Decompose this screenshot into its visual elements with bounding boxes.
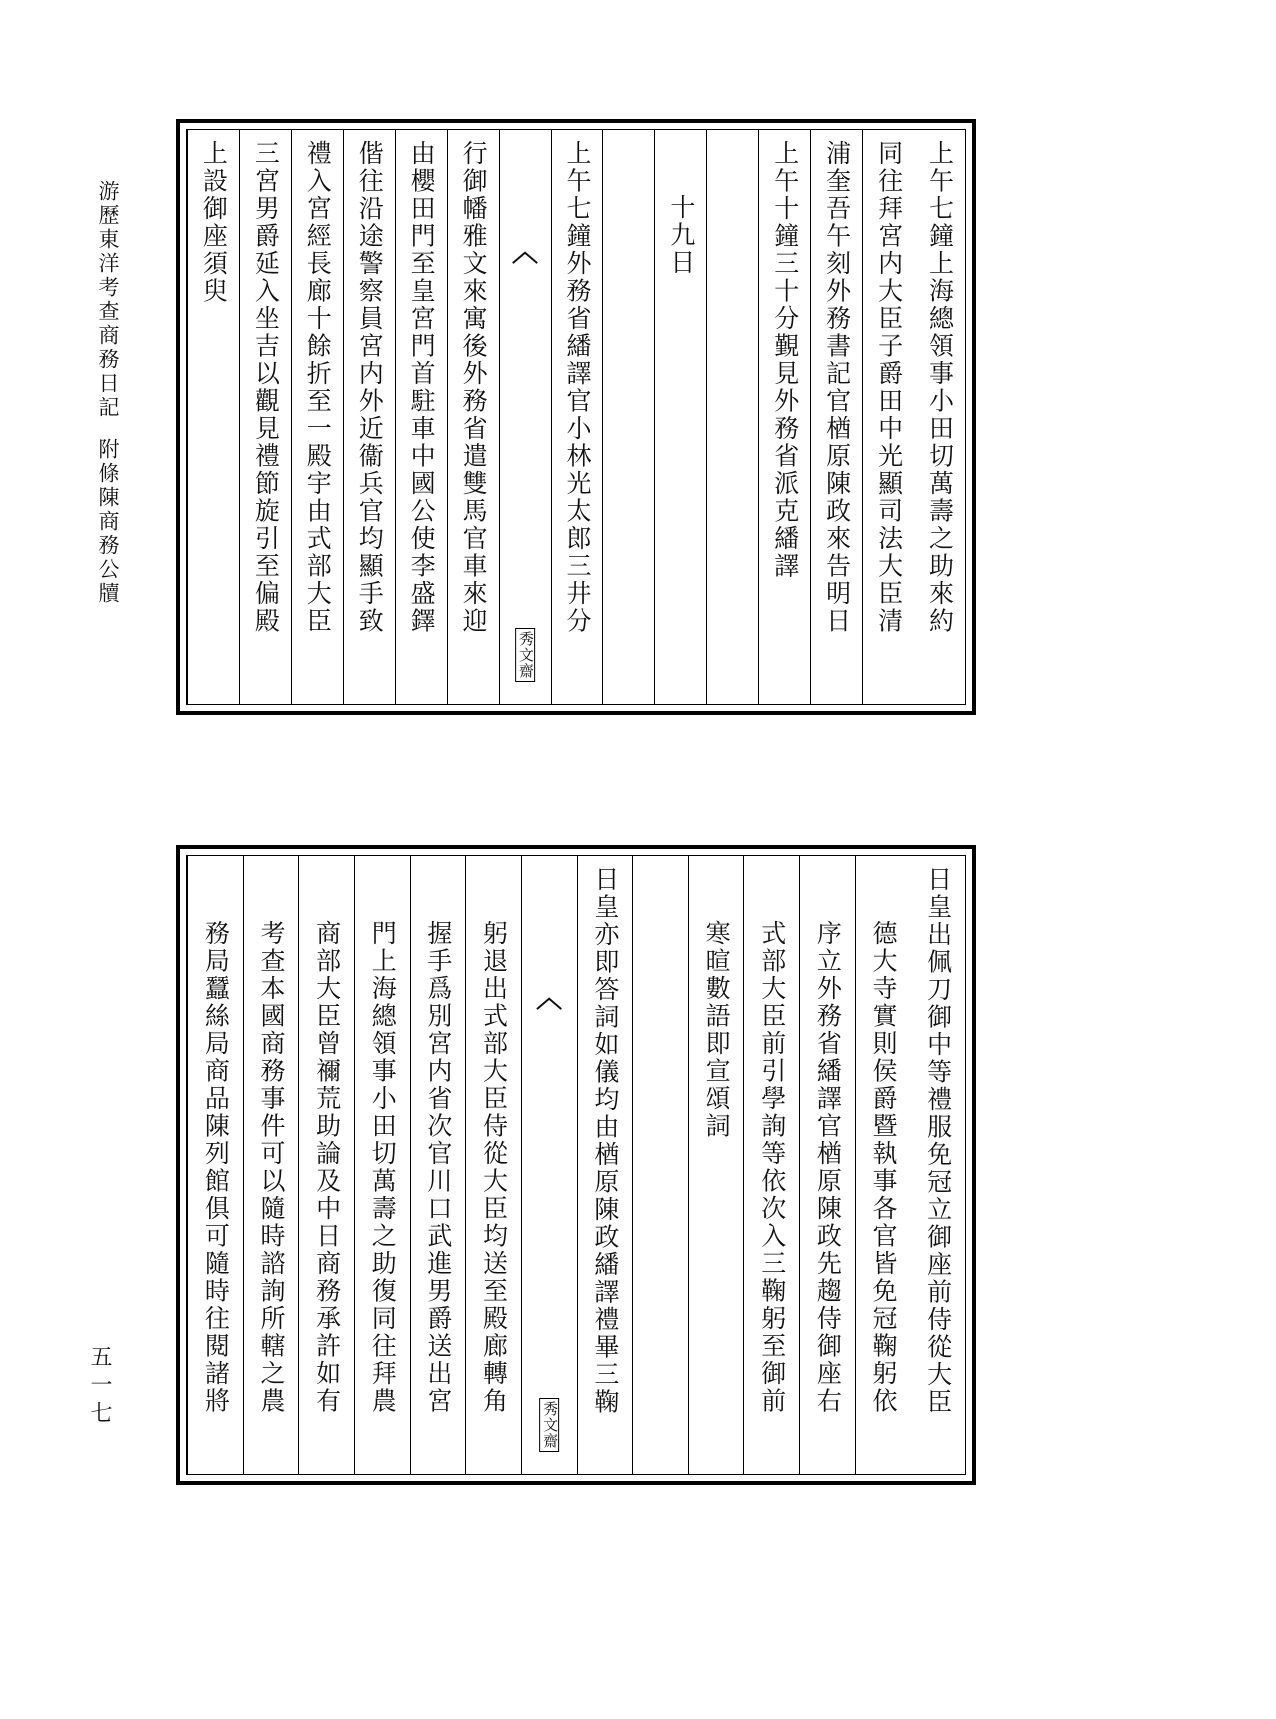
text-column-with-mark: 日皇亦即答詞如儀均由楢原陳政繙譯禮畢三鞠 — [577, 856, 633, 1474]
text-column: 寒暄數語即宣頌詞 — [688, 856, 744, 1474]
text-column: 上午七鐘上海總領事小田切萬壽之助來約 — [925, 140, 955, 635]
lower-text-block — [176, 845, 976, 1485]
marker-column — [521, 856, 577, 1474]
text-column: 由櫻田門至皇宮門首駐車中國公使李盛鐸 — [395, 130, 447, 704]
marker-column — [499, 130, 551, 704]
running-title-sub: 附條陳商務公牘 — [96, 438, 120, 606]
text-column: 門上海總領事小田切萬壽之助復同往拜農 — [354, 856, 410, 1474]
upper-text-block — [176, 119, 976, 715]
text-column: 同往拜宮内大臣子爵田中光顯司法大臣清 — [862, 130, 914, 704]
text-column: 式部大臣前引學詢等依次入三鞠躬至御前 — [743, 856, 799, 1474]
blank-column — [632, 856, 688, 1474]
text-column-with-mark: 上午七鐘外務省繙譯官小林光太郎三井分 — [551, 130, 603, 704]
running-title-main: 游歷東洋考查商務日記 — [96, 180, 120, 420]
text-column: 浦奎吾午刻外務書記官楢原陳政來告明日 — [810, 130, 862, 704]
chevron-mark-icon: ︿ — [536, 984, 563, 1014]
text-column: 上設御座須臾 — [187, 130, 239, 704]
text-column: 躬退出式部大臣侍從大臣均送至殿廊轉角 — [465, 856, 521, 1474]
upper-text-columns — [186, 129, 966, 705]
text-column: 德大寺實則侯爵暨執事各官皆免冠鞠躬依 — [855, 856, 911, 1474]
text-column: 偕往沿途警察員宮内外近衞兵官均顯手致 — [343, 130, 395, 704]
text-column: 商部大臣曾禰荒助論及中日商務承許如有 — [298, 856, 354, 1474]
printer-seal: 秀文齋 — [539, 1398, 559, 1452]
text-column: 禮入宮經長廊十餘折至一殿宇由式部大臣 — [291, 130, 343, 704]
text-column: 考查本國商務事件可以隨時諮詢所轄之農 — [243, 856, 299, 1474]
text-column: 上午十鐘三十分覲見外務省派克繙譯 — [758, 130, 810, 704]
running-title — [78, 180, 118, 606]
blank-column — [602, 130, 654, 704]
text-column: 序立外務省繙譯官楢原陳政先趨侍御座右 — [799, 856, 855, 1474]
date-column: 十九日 — [654, 130, 706, 704]
text-column: 三宮男爵延入坐吉以觀見禮節旋引至偏殿 — [239, 130, 291, 704]
text-column: 握手爲別宮内省次官川口武進男爵送出宮 — [410, 856, 466, 1474]
chevron-mark-icon: ︿ — [512, 238, 539, 268]
lower-text-columns — [186, 855, 966, 1475]
blank-column — [706, 130, 758, 704]
printer-seal: 秀文齋 — [515, 628, 535, 682]
text-column: 行御幡雅文來寓後外務省遣雙馬官車來迎 — [447, 130, 499, 704]
page-number: 五一七 — [87, 1345, 112, 1429]
text-column: 務局蠶絲局商品陳列館俱可隨時往閱諸將 — [187, 856, 243, 1474]
text-column: 日皇出佩刀御中等禮服免冠立御座前侍從大臣 — [923, 866, 953, 1416]
